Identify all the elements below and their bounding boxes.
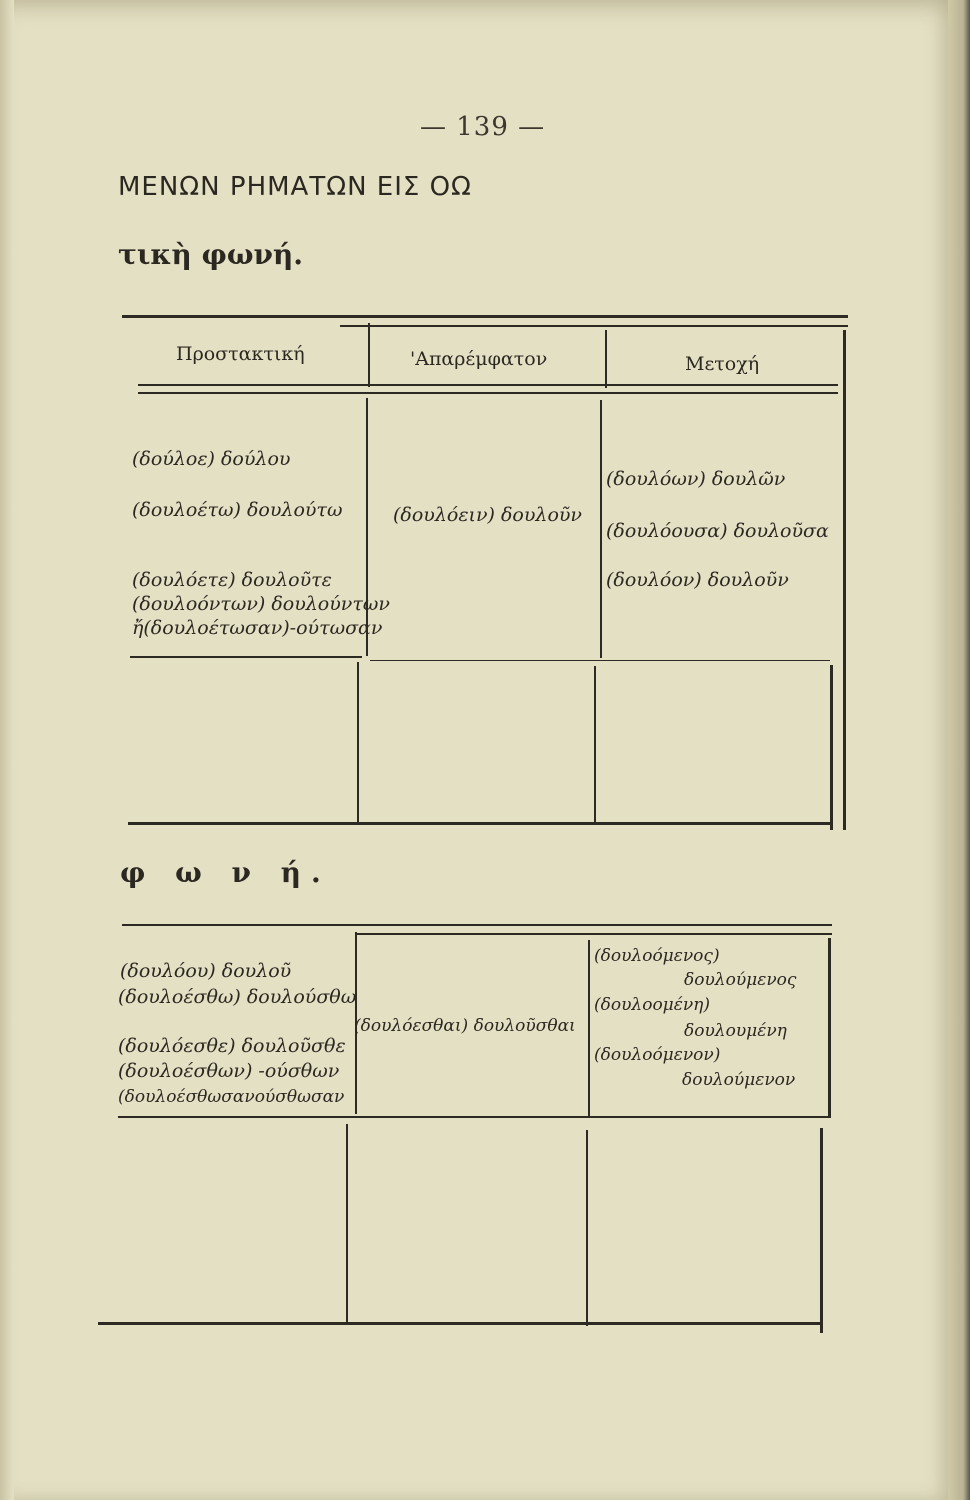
column-header-imperative: Προστακτική <box>176 343 305 365</box>
column-header-infinitive: 'Απαρέμφατον <box>410 348 548 370</box>
table-rule <box>340 325 848 327</box>
table-rule <box>355 933 832 935</box>
table-rule <box>370 660 830 661</box>
table-rule <box>122 315 848 318</box>
page-number: — 139 — <box>420 112 546 142</box>
participle-form: (δουλοόμενον) <box>594 1045 721 1065</box>
table-rule <box>586 1130 588 1326</box>
imperative-form: (δουλοέσθω) δουλούσθω <box>118 986 357 1008</box>
table-rule <box>828 938 831 1118</box>
infinitive-form: (δουλόειν) δουλοῦν <box>393 504 582 526</box>
imperative-form: (δουλόετε) δουλοῦτε <box>132 569 332 591</box>
participle-form: δουλουμένη <box>684 1021 787 1041</box>
participle-form: (δουλόουσα) δουλοῦσα <box>606 520 829 542</box>
table-rule <box>368 323 370 387</box>
table-rule <box>357 662 359 822</box>
imperative-form: (δουλοέτω) δουλούτω <box>132 499 343 521</box>
imperative-form: (δουλοόντων) δουλούντων <box>132 593 390 615</box>
table-rule <box>138 392 838 394</box>
table-rule <box>118 1116 830 1118</box>
infinitive-form: (δουλόεσθαι) δουλοῦσθαι <box>354 1016 576 1036</box>
passive-voice-label: φ ω ν ή. <box>120 856 331 889</box>
table-rule <box>605 330 607 388</box>
participle-form: (δουλόων) δουλῶν <box>606 468 786 490</box>
table-rule <box>138 384 838 386</box>
page-heading: ΜΕΝΩΝ ΡΗΜΑΤΩΝ ΕΙΣ ΟΩ <box>118 172 472 202</box>
column-header-participle: Μετοχή <box>685 353 760 375</box>
imperative-form: ἤ(δουλοέτωσαν)-ούτωσαν <box>132 617 383 639</box>
table-rule <box>830 665 833 830</box>
imperative-form: (δουλοέσθωσανούσθωσαν <box>118 1087 345 1107</box>
table-rule <box>128 822 833 825</box>
table-rule <box>588 940 590 1118</box>
page-edge <box>948 0 970 1500</box>
table-rule <box>346 1124 348 1324</box>
participle-form: (δουλοομένη) <box>594 995 711 1015</box>
imperative-form: (δούλοε) δούλου <box>132 448 291 470</box>
table-rule <box>130 656 362 658</box>
active-voice-label: τικὴ φωνή. <box>118 238 304 271</box>
participle-form: δουλούμενον <box>682 1070 796 1090</box>
table-rule <box>820 1128 823 1333</box>
table-rule <box>600 400 602 658</box>
table-rule <box>122 924 832 926</box>
table-rule <box>98 1322 823 1325</box>
imperative-form: (δουλόεσθε) δουλοῦσθε <box>118 1035 346 1057</box>
imperative-form: (δουλοέσθων) -ούσθων <box>118 1060 340 1082</box>
participle-form: (δουλόον) δουλοῦν <box>606 569 789 591</box>
imperative-form: (δουλόου) δουλοῦ <box>120 960 292 982</box>
participle-form: (δουλοόμενος) <box>594 946 720 966</box>
table-rule <box>594 666 596 824</box>
participle-form: δουλούμενος <box>684 970 797 990</box>
table-rule <box>843 330 846 830</box>
page-gutter <box>0 0 14 1500</box>
